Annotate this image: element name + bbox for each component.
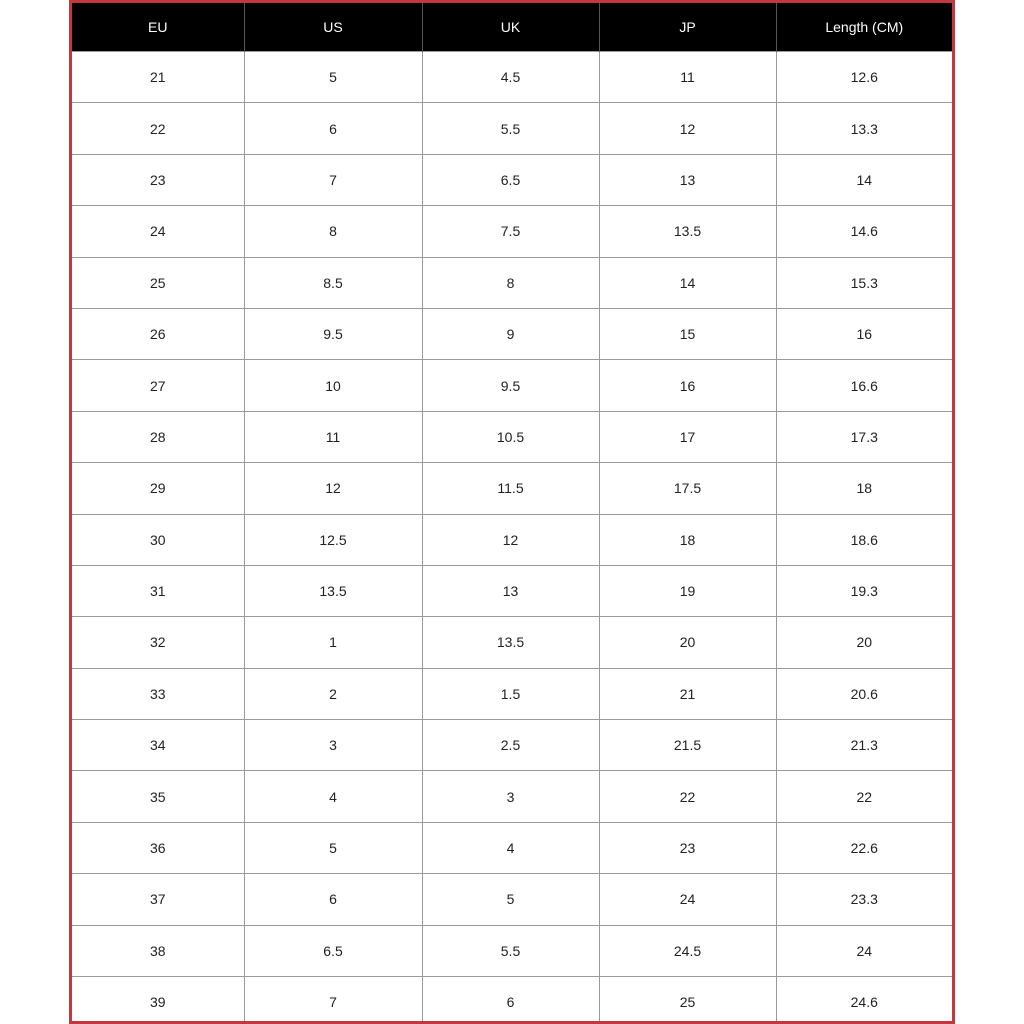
table-row bbox=[72, 565, 952, 616]
cell-us: 12 bbox=[244, 463, 422, 514]
cell-eu: 24 bbox=[72, 206, 244, 257]
cell-uk: 5.5 bbox=[422, 103, 599, 154]
cell-uk: 6 bbox=[422, 977, 599, 1024]
cell-eu: 35 bbox=[72, 771, 244, 822]
cell-length-cm: 14.6 bbox=[776, 206, 952, 257]
cell-uk: 9 bbox=[422, 308, 599, 359]
table-row bbox=[72, 411, 952, 462]
cell-jp: 14 bbox=[599, 257, 776, 308]
cell-eu: 25 bbox=[72, 257, 244, 308]
cell-uk: 4.5 bbox=[422, 52, 599, 103]
table-row bbox=[72, 977, 952, 1024]
cell-us: 8.5 bbox=[244, 257, 422, 308]
cell-eu: 30 bbox=[72, 514, 244, 565]
cell-jp: 25 bbox=[599, 977, 776, 1024]
cell-jp: 21 bbox=[599, 668, 776, 719]
cell-jp: 12 bbox=[599, 103, 776, 154]
table-row bbox=[72, 514, 952, 565]
cell-uk: 11.5 bbox=[422, 463, 599, 514]
cell-length-cm: 22 bbox=[776, 771, 952, 822]
cell-length-cm: 18 bbox=[776, 463, 952, 514]
cell-uk: 2.5 bbox=[422, 720, 599, 771]
table-row bbox=[72, 925, 952, 976]
cell-uk: 9.5 bbox=[422, 360, 599, 411]
cell-eu: 33 bbox=[72, 668, 244, 719]
cell-us: 13.5 bbox=[244, 565, 422, 616]
cell-eu: 26 bbox=[72, 308, 244, 359]
table-row bbox=[72, 771, 952, 822]
table-row bbox=[72, 874, 952, 925]
cell-length-cm: 13.3 bbox=[776, 103, 952, 154]
table-row bbox=[72, 103, 952, 154]
cell-us: 6 bbox=[244, 874, 422, 925]
cell-us: 3 bbox=[244, 720, 422, 771]
table-row bbox=[72, 617, 952, 668]
table-row bbox=[72, 720, 952, 771]
header-uk: UK bbox=[422, 3, 599, 52]
header-length-cm: Length (CM) bbox=[776, 3, 952, 52]
cell-uk: 6.5 bbox=[422, 154, 599, 205]
cell-length-cm: 20 bbox=[776, 617, 952, 668]
header-jp: JP bbox=[599, 3, 776, 52]
cell-jp: 19 bbox=[599, 565, 776, 616]
cell-length-cm: 20.6 bbox=[776, 668, 952, 719]
cell-length-cm: 14 bbox=[776, 154, 952, 205]
cell-uk: 4 bbox=[422, 822, 599, 873]
cell-uk: 5 bbox=[422, 874, 599, 925]
table-row bbox=[72, 822, 952, 873]
cell-us: 12.5 bbox=[244, 514, 422, 565]
cell-eu: 38 bbox=[72, 925, 244, 976]
cell-length-cm: 16 bbox=[776, 308, 952, 359]
cell-jp: 23 bbox=[599, 822, 776, 873]
cell-length-cm: 17.3 bbox=[776, 411, 952, 462]
table-body bbox=[72, 52, 952, 1024]
cell-uk: 7.5 bbox=[422, 206, 599, 257]
table-row bbox=[72, 257, 952, 308]
cell-us: 9.5 bbox=[244, 308, 422, 359]
header-row bbox=[72, 3, 952, 52]
cell-jp: 20 bbox=[599, 617, 776, 668]
cell-eu: 36 bbox=[72, 822, 244, 873]
cell-us: 7 bbox=[244, 977, 422, 1024]
cell-us: 6.5 bbox=[244, 925, 422, 976]
cell-us: 10 bbox=[244, 360, 422, 411]
cell-uk: 8 bbox=[422, 257, 599, 308]
table-row bbox=[72, 206, 952, 257]
cell-us: 5 bbox=[244, 52, 422, 103]
cell-jp: 16 bbox=[599, 360, 776, 411]
cell-length-cm: 16.6 bbox=[776, 360, 952, 411]
size-chart-table bbox=[72, 3, 952, 1024]
cell-us: 4 bbox=[244, 771, 422, 822]
cell-jp: 17.5 bbox=[599, 463, 776, 514]
cell-length-cm: 23.3 bbox=[776, 874, 952, 925]
header-eu: EU bbox=[72, 3, 244, 52]
cell-us: 5 bbox=[244, 822, 422, 873]
cell-jp: 13.5 bbox=[599, 206, 776, 257]
table-row bbox=[72, 52, 952, 103]
cell-eu: 31 bbox=[72, 565, 244, 616]
cell-uk: 13 bbox=[422, 565, 599, 616]
cell-uk: 1.5 bbox=[422, 668, 599, 719]
cell-jp: 15 bbox=[599, 308, 776, 359]
cell-length-cm: 24 bbox=[776, 925, 952, 976]
cell-eu: 29 bbox=[72, 463, 244, 514]
cell-us: 6 bbox=[244, 103, 422, 154]
cell-length-cm: 21.3 bbox=[776, 720, 952, 771]
table-row bbox=[72, 360, 952, 411]
cell-us: 11 bbox=[244, 411, 422, 462]
cell-uk: 12 bbox=[422, 514, 599, 565]
cell-eu: 28 bbox=[72, 411, 244, 462]
cell-jp: 13 bbox=[599, 154, 776, 205]
cell-uk: 10.5 bbox=[422, 411, 599, 462]
cell-uk: 13.5 bbox=[422, 617, 599, 668]
cell-us: 1 bbox=[244, 617, 422, 668]
cell-jp: 18 bbox=[599, 514, 776, 565]
cell-jp: 11 bbox=[599, 52, 776, 103]
size-chart-frame bbox=[69, 0, 955, 1024]
cell-us: 8 bbox=[244, 206, 422, 257]
cell-eu: 34 bbox=[72, 720, 244, 771]
cell-us: 2 bbox=[244, 668, 422, 719]
cell-eu: 22 bbox=[72, 103, 244, 154]
cell-length-cm: 18.6 bbox=[776, 514, 952, 565]
cell-length-cm: 15.3 bbox=[776, 257, 952, 308]
cell-us: 7 bbox=[244, 154, 422, 205]
cell-length-cm: 12.6 bbox=[776, 52, 952, 103]
cell-eu: 27 bbox=[72, 360, 244, 411]
cell-eu: 21 bbox=[72, 52, 244, 103]
table-row bbox=[72, 308, 952, 359]
cell-eu: 39 bbox=[72, 977, 244, 1024]
cell-uk: 5.5 bbox=[422, 925, 599, 976]
cell-jp: 24.5 bbox=[599, 925, 776, 976]
cell-eu: 23 bbox=[72, 154, 244, 205]
cell-length-cm: 19.3 bbox=[776, 565, 952, 616]
cell-jp: 21.5 bbox=[599, 720, 776, 771]
table-row bbox=[72, 463, 952, 514]
table-row bbox=[72, 154, 952, 205]
cell-length-cm: 22.6 bbox=[776, 822, 952, 873]
cell-uk: 3 bbox=[422, 771, 599, 822]
cell-eu: 37 bbox=[72, 874, 244, 925]
cell-length-cm: 24.6 bbox=[776, 977, 952, 1024]
table-header bbox=[72, 3, 952, 52]
header-us: US bbox=[244, 3, 422, 52]
cell-eu: 32 bbox=[72, 617, 244, 668]
cell-jp: 17 bbox=[599, 411, 776, 462]
cell-jp: 22 bbox=[599, 771, 776, 822]
table-row bbox=[72, 668, 952, 719]
cell-jp: 24 bbox=[599, 874, 776, 925]
